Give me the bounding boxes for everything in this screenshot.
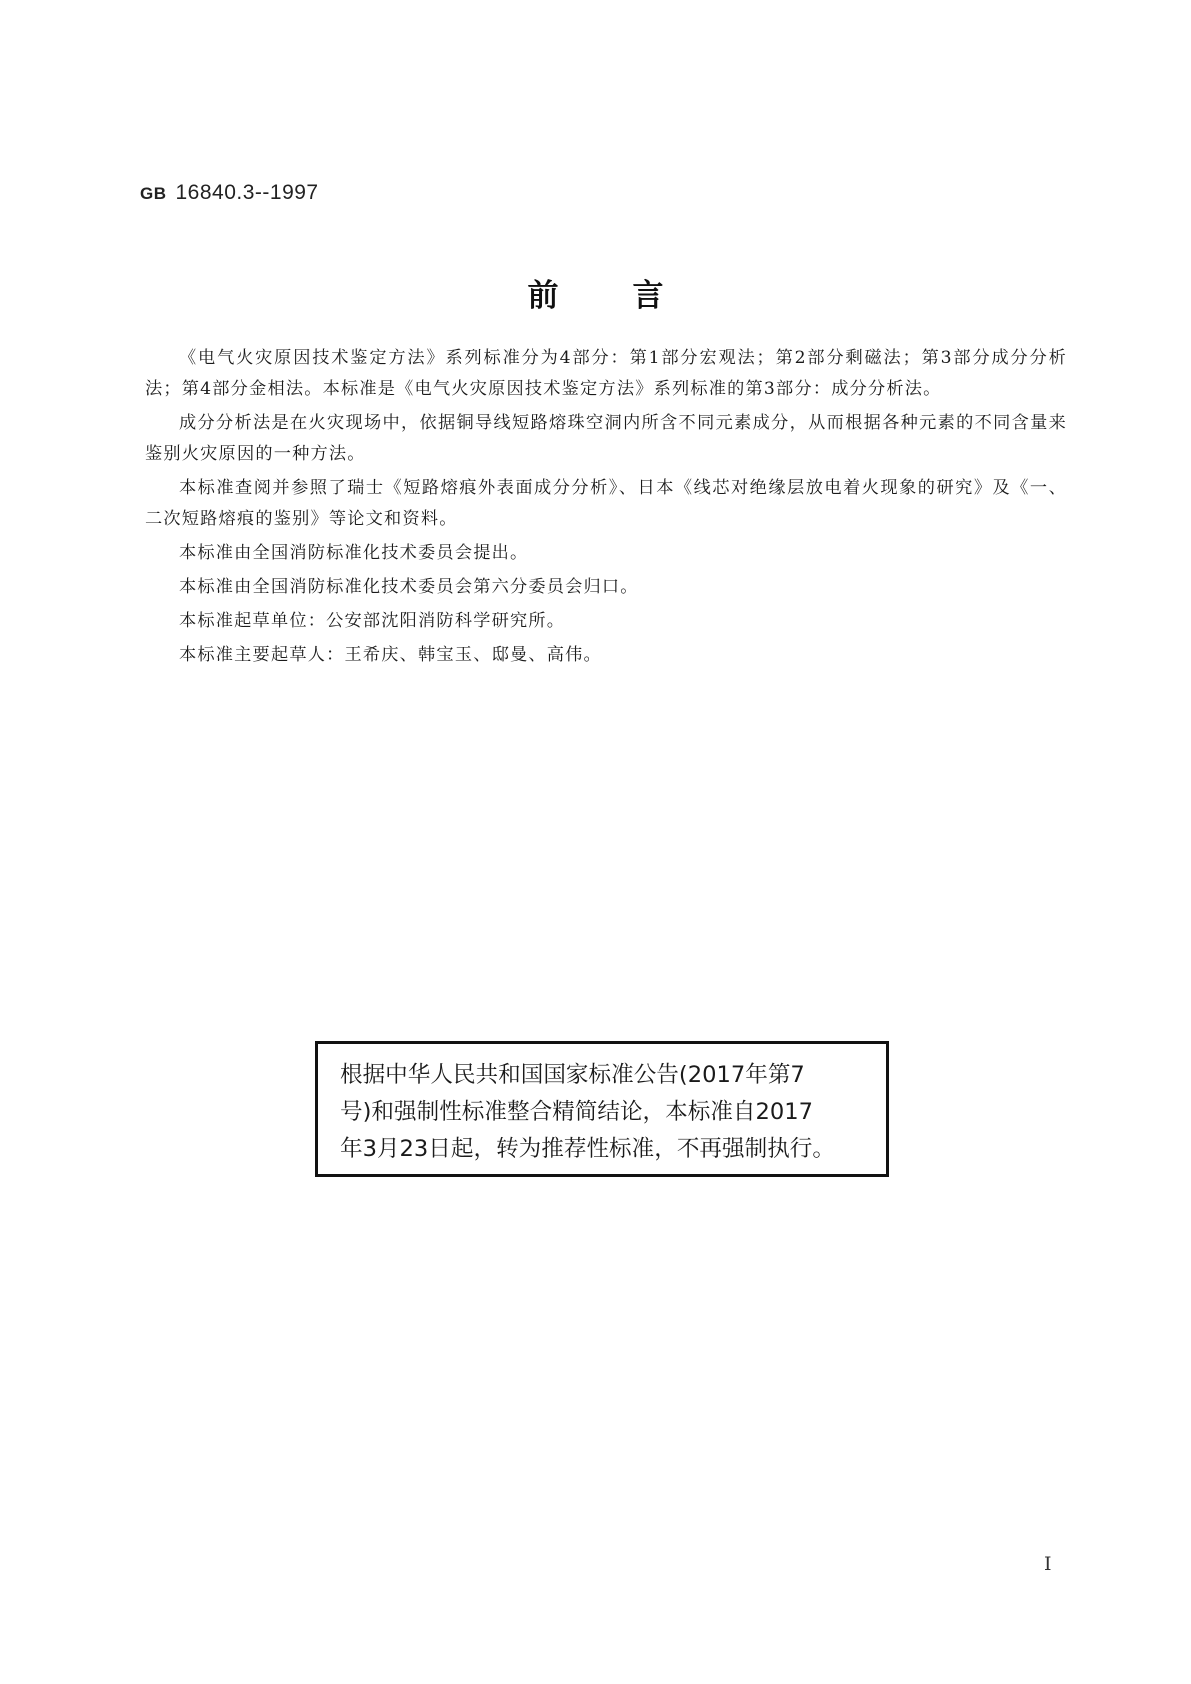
notice-line: 根据中华人民共和国国家标准公告(2017年第7	[340, 1062, 805, 1088]
standard-prefix: GB	[140, 184, 167, 203]
paragraph-references: 本标准查阅并参照了瑞士《短路熔痕外表面成分分析》、日本《线芯对绝缘层放电着火现象的研究》及《一、二次短路熔痕的鉴别》等论文和资料。	[145, 478, 1067, 529]
paragraph-drafting-unit: 本标准起草单位：公安部沈阳消防科学研究所。	[179, 611, 566, 631]
standard-code	[140, 181, 319, 205]
foreword-body	[145, 343, 1067, 674]
status-notice-box	[315, 1041, 889, 1177]
paragraph-drafters: 本标准主要起草人：王希庆、韩宝玉、邸曼、高伟。	[179, 645, 602, 665]
paragraph-proposer: 本标准由全国消防标准化技术委员会提出。	[179, 543, 529, 563]
notice-line: 号)和强制性标准整合精简结论，本标准自2017	[340, 1099, 814, 1125]
paragraph-series-overview: 《电气火灾原因技术鉴定方法》系列标准分为4部分：第1部分宏观法；第2部分剩磁法；第3部分成分分析法；第4部分金相法。本标准是《电气火灾原因技术鉴定方法》系列标准的第3部分：成分分析法。	[145, 348, 1067, 399]
page-number: I	[1044, 1553, 1052, 1575]
paragraph-method-definition: 成分分析法是在火灾现场中，依据铜导线短路熔珠空洞内所含不同元素成分，从而根据各种元素的不同含量来鉴别火灾原因的一种方法。	[145, 413, 1067, 464]
standard-number: 16840.3--1997	[175, 181, 319, 204]
page-title: 前言	[527, 278, 738, 314]
notice-line: 年3月23日起，转为推荐性标准，不再强制执行。	[340, 1136, 835, 1162]
paragraph-administrator: 本标准由全国消防标准化技术委员会第六分委员会归口。	[179, 577, 639, 597]
